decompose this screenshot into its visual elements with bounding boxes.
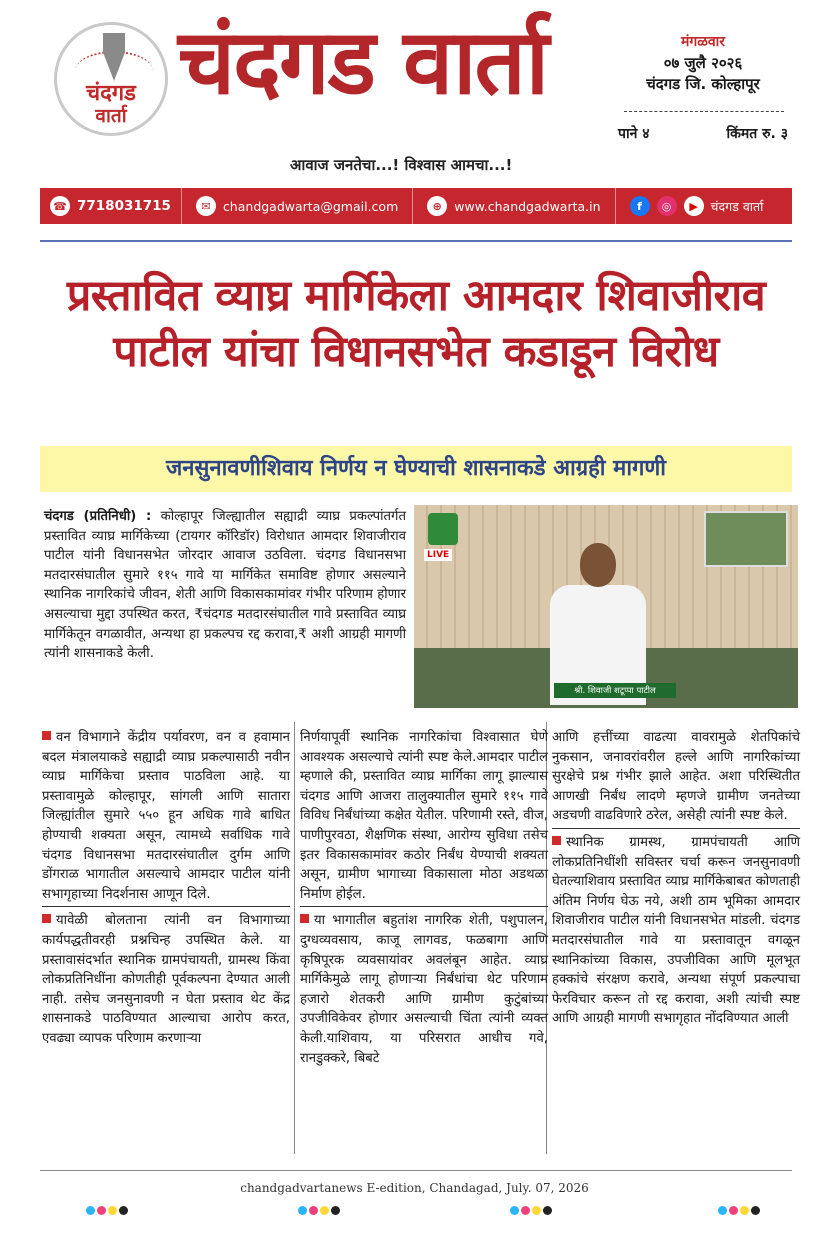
registration-marks <box>510 1206 552 1215</box>
paragraph-text: यावेळी बोलताना त्यांनी वन विभागाच्या कार्यपद्धतीवरही प्रश्नचिन्ह उपस्थित केले. या प्रस्तावासंदर्भात स्थानिक ग्रामपंचायती, ग्रामस्थ किंवा लोकप्रतिनिधींना कोणतीही पूर्वकल्पना देण्यात आली नाही. तसेच जनसुनावणी न घेता प्रस्ताव थेट केंद्र शासनाकडे पाठविण्यात आल्याचा आरोप करत, एवढ्या व्यापक परिणाम करणाऱ्या <box>42 913 290 1046</box>
paragraph <box>552 833 800 1029</box>
picture-in-picture <box>704 511 788 567</box>
paragraph-text: आणि हत्तींच्या वाढत्या वावरामुळे शेतपिकांचे नुकसान, जनावरांवरील हल्ले आणि नागरिकांच्या सुरक्षेचे प्रश्न गंभीर झाले आहेत. अशा परिस्थितीत आणखी निर्बंध लादणे म्हणजे ग्रामीण जनतेच्या अडचणी वाढविणारे ठरेल, असेही त्यांनी स्पष्ट केले. <box>552 730 800 824</box>
registration-marks <box>86 1206 128 1215</box>
mail-icon: ✉ <box>196 196 216 216</box>
email-address: chandgadwarta@gmail.com <box>222 198 399 214</box>
paragraph <box>300 728 548 904</box>
paragraph-text: या भागातील बहुतांश नागरिक शेती, पशुपालन, दुग्धव्यवसाय, काजू लागवड, फळबागा आणि कृषिपूरक व्यवसायांवर अवलंबून आहेत. व्याघ्र मार्गिकेमुळे लागू होणाऱ्या निर्बंधांचा थेट परिणाम हजारो शेतकरी आणि ग्रामीण कुटुंबांच्या उपजीविकेवर होणार असल्याची चिंता त्यांनी व्यक्त केली.याशिवाय, या परिसरात आधीच गवे, रानडुक्करे, बिबटे <box>300 913 548 1066</box>
website-url: www.chandgadwarta.in <box>454 198 601 214</box>
intro-text: कोल्हापूर जिल्ह्यातील सह्याद्री व्याघ्र प्रकल्पांतर्गत प्रस्तावित व्याघ्र मार्गिकेच्या (टायगर कॉरिडॉर) विरोधात आमदार शिवाजीराव पाटील यांनी विधानसभेत जोरदार आवाज उठविला. चंदगड विधानसभा मतदारसंघातील सुमारे ११५ गावे या मार्गिकेत समाविष्ट होणार असल्याने स्थानिक नागरिकांचे जीवन, शेती आणि विकासकामांवर गंभीर परिणाम होणार असल्याचा मुद्दा उपस्थित करत, ₹चंदगड मतदारसंघातील गावे प्रस्तावित व्याघ्र मार्गिकेतून वगळावीत, अन्यथा हा प्रकल्पच रद्द करावा,₹ अशी आग्रही मागणी त्यांनी शासनाकडे केली. <box>44 509 406 662</box>
phone-contact[interactable] <box>40 188 182 224</box>
bullet-square-icon <box>300 914 309 923</box>
paragraph-text: स्थानिक ग्रामस्थ, ग्रामपंचायती आणि लोकप्रतिनिधींशी सविस्तर चर्चा करून जनसुनावणी घेतल्याशिवाय प्रस्तावित व्याघ्र मार्गिकेबाबत कोणताही अंतिम निर्णय घेऊ नये, अशी ठाम भूमिका आमदार शिवाजीराव पाटील यांनी विधानसभेत मांडली. चंदगड मतदारसंघातील गावे या प्रस्तावातून वगळून स्थानिकांच्या विकास, उपजीविका आणि मूलभूत हक्कांचे संरक्षण करावे, अन्यथा संपूर्ण प्रकल्पाचा फेरविचार करून तो रद्द करावा, अशी त्यांची स्पष्ट आणि आग्रही मागणी सभागृहात नोंदविण्यात आली <box>552 834 800 1027</box>
tagline: आवाज जनतेचा...! विश्वास आमचा...! <box>290 156 513 174</box>
paragraph <box>42 728 290 904</box>
masthead-logo <box>54 22 168 136</box>
facebook-icon[interactable]: f <box>630 196 650 216</box>
article-column-3 <box>552 728 800 1029</box>
channel-logo <box>428 513 458 545</box>
paragraph <box>552 728 800 826</box>
paragraph-rule <box>42 906 290 907</box>
paragraph-rule <box>300 906 548 907</box>
footer-text: chandgadvartanews E-edition, Chandagad, July. 07, 2026 <box>240 1181 589 1195</box>
subheadline: जनसुनावणीशिवाय निर्णय न घेण्याची शासनाकडे आग्रही मागणी <box>40 446 792 492</box>
youtube-icon[interactable]: ▶ <box>684 196 704 216</box>
email-contact[interactable] <box>182 188 413 224</box>
page-count: पाने ४ <box>618 126 650 142</box>
live-badge: LIVE <box>424 549 452 561</box>
paragraph-rule <box>552 828 800 829</box>
page-info <box>618 124 788 143</box>
divider <box>624 111 784 112</box>
registration-marks <box>718 1206 760 1215</box>
logo-subtext: वार्ता <box>95 105 127 127</box>
paragraph <box>42 911 290 1048</box>
phone-number: 7718031715 <box>77 198 171 214</box>
article-column-2 <box>300 728 548 1068</box>
dateline: चंदगड (प्रतिनिधी) : <box>44 509 152 524</box>
headline-line: पाटील यांचा विधानसभेत कडाडून विरोध <box>113 327 719 377</box>
globe-icon: ⊕ <box>427 196 447 216</box>
price: किंमत रु. ३ <box>726 126 788 142</box>
speaker-head <box>580 543 616 587</box>
newspaper-title: चंदगड वार्ता <box>178 10 548 115</box>
column-rule <box>294 722 295 1154</box>
place: चंदगड जि. कोल्हापूर <box>646 75 760 93</box>
social-links[interactable] <box>616 188 774 224</box>
instagram-icon[interactable]: ◎ <box>657 196 677 216</box>
registration-marks <box>298 1206 340 1215</box>
article-intro <box>44 507 406 664</box>
logo-text: चंदगड <box>86 81 136 106</box>
contact-bar <box>40 188 792 224</box>
paragraph-text: निर्णयापूर्वी स्थानिक नागरिकांचा विश्वासात घेणे आवश्यक असल्याचे त्यांनी स्पष्ट केले.आमदार पाटील म्हणाले की, प्रस्तावित व्याघ्र मार्गिका लागू झाल्यास चंदगड आणि आजरा तालुक्यातील सुमारे ११५ गावे विविध निर्बंधांच्या कक्षेत येतील. परिणामी रस्ते, वीज, पाणीपुरवठा, शैक्षणिक संस्था, आरोग्य सुविधा तसेच इतर विकासकामांवर कठोर निर्बंध येण्याची शक्यता असून, ग्रामीण भागाच्या विकासाला मोठा अडथळा निर्माण होईल. <box>300 730 548 902</box>
footer-rule <box>40 1170 792 1171</box>
headline <box>40 268 792 380</box>
article-column-1 <box>42 728 290 1049</box>
date-block <box>628 32 778 95</box>
date: ०७ जुलै २०२६ <box>663 54 743 72</box>
paragraph <box>300 911 548 1068</box>
bullet-square-icon <box>42 731 51 740</box>
website-contact[interactable] <box>413 188 615 224</box>
paragraph-text: वन विभागाने केंद्रीय पर्यावरण, वन व हवामान बदल मंत्रालयाकडे सह्याद्री व्याघ्र प्रकल्पासाठी नवीन व्याघ्र मार्गिकेचा प्रस्ताव पाठविला आहे. या प्रस्तावामुळे कोल्हापूर, सांगली आणि सातारा जिल्ह्यांतील सुमारे ५५० हून अधिक गावे बाधित होण्याची शक्यता असून, त्यामध्ये सर्वाधिक गावे चंदगड विधानसभा मतदारसंघातील दुर्गम आणि डोंगराळ भागातील असल्याचे आमदार पाटील यांनी सभागृहाच्या निदर्शनास आणून दिले. <box>42 730 290 902</box>
day: मंगळवार <box>680 34 726 50</box>
headline-line: प्रस्तावित व्याघ्र मार्गिकेला आमदार शिवाजीराव <box>66 271 766 321</box>
bullet-square-icon <box>42 914 51 923</box>
phone-icon: ☎ <box>50 196 70 216</box>
photo-caption: श्री. शिवाजी शटूप्पा पाटील <box>554 683 676 698</box>
article-photo <box>414 505 798 708</box>
divider-blue <box>40 240 792 242</box>
social-label: चंदगड वार्ता <box>710 198 764 214</box>
bullet-square-icon <box>552 836 561 845</box>
